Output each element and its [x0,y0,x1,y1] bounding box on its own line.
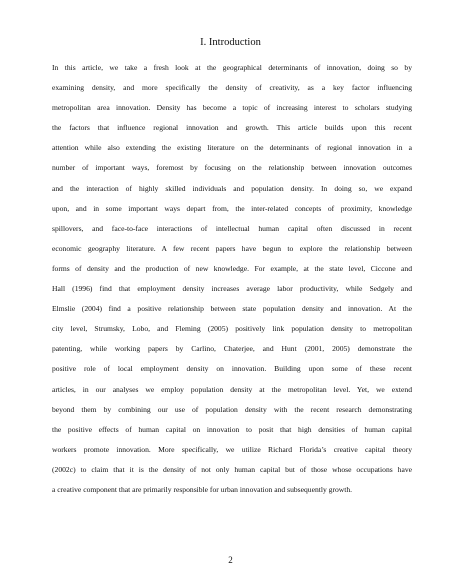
paragraph-line: the positive effects of human capital on innovation to posit that high densities of human capital [52,424,412,434]
paragraph-line: spillovers, and face-to-face interactions of intellectual human capital often discussed in recent [52,223,412,233]
paragraph-line: examining density, and more specifically the density of creativity, as a key factor influencing [52,83,412,93]
paragraph-line: Hall (1996) find that employment density increases average labor productivity, while Sedgely and [52,284,412,294]
paragraph-line: articles, in our analyses we employ population density at the metropolitan level. Yet, we extend [52,384,412,394]
paragraph-line: and the interaction of highly skilled individuals and population density. In doing so, we expand [52,183,412,193]
page-number: 2 [228,555,233,565]
body-paragraph [52,58,412,500]
paragraph-line: forms of density and the production of new knowledge. For example, at the state level, Ciccone and [52,263,412,273]
paragraph-line: In this article, we take a fresh look at the geographical determinants of innovation, doing so by [52,63,412,72]
paragraph-line: upon, and in some important ways depart from, the inter-related concepts of proximity, knowledge [52,203,412,213]
paragraph-line: metropolitan area innovation. Density has become a topic of increasing interest to scholars studying [52,103,412,113]
paragraph-line: number of important ways, foremost by focusing on the relationship between innovation outcomes [52,163,412,173]
paragraph-line: (2002c) to claim that it is the density of not only human capital but of those whose occupations have [52,464,412,474]
paragraph-line: Elmslie (2004) find a positive relationship between state population density and innovation. At the [52,304,412,314]
paragraph-line: beyond them by combining our use of population density with the recent research demonstrating [52,404,412,414]
paragraph-line: workers promote innovation. More specifically, we utilize Richard Florida’s creative capital theory [52,444,412,454]
paragraph-line: positive role of local employment density on innovation. Building upon some of these recent [52,364,412,374]
paragraph-line: patenting, while working papers by Carlino, Chaterjee, and Hunt (2001, 2005) demonstrate the [52,344,412,354]
paragraph-line: city level, Strumsky, Lobo, and Fleming (2005) positively link population density to metropolitan [52,324,412,334]
paragraph-line: attention while also extending the existing literature on the determinants of regional innovation in a [52,143,412,153]
paragraph-line: the factors that influence regional innovation and growth. This article builds upon this recent [52,123,412,133]
section-heading: I. Introduction [200,37,261,48]
paragraph-line: economic geography literature. A few recent papers have begun to explore the relationship between [52,243,412,253]
paragraph-line: a creative component that are primarily responsible for urban innovation and subsequently growth. [52,484,353,494]
